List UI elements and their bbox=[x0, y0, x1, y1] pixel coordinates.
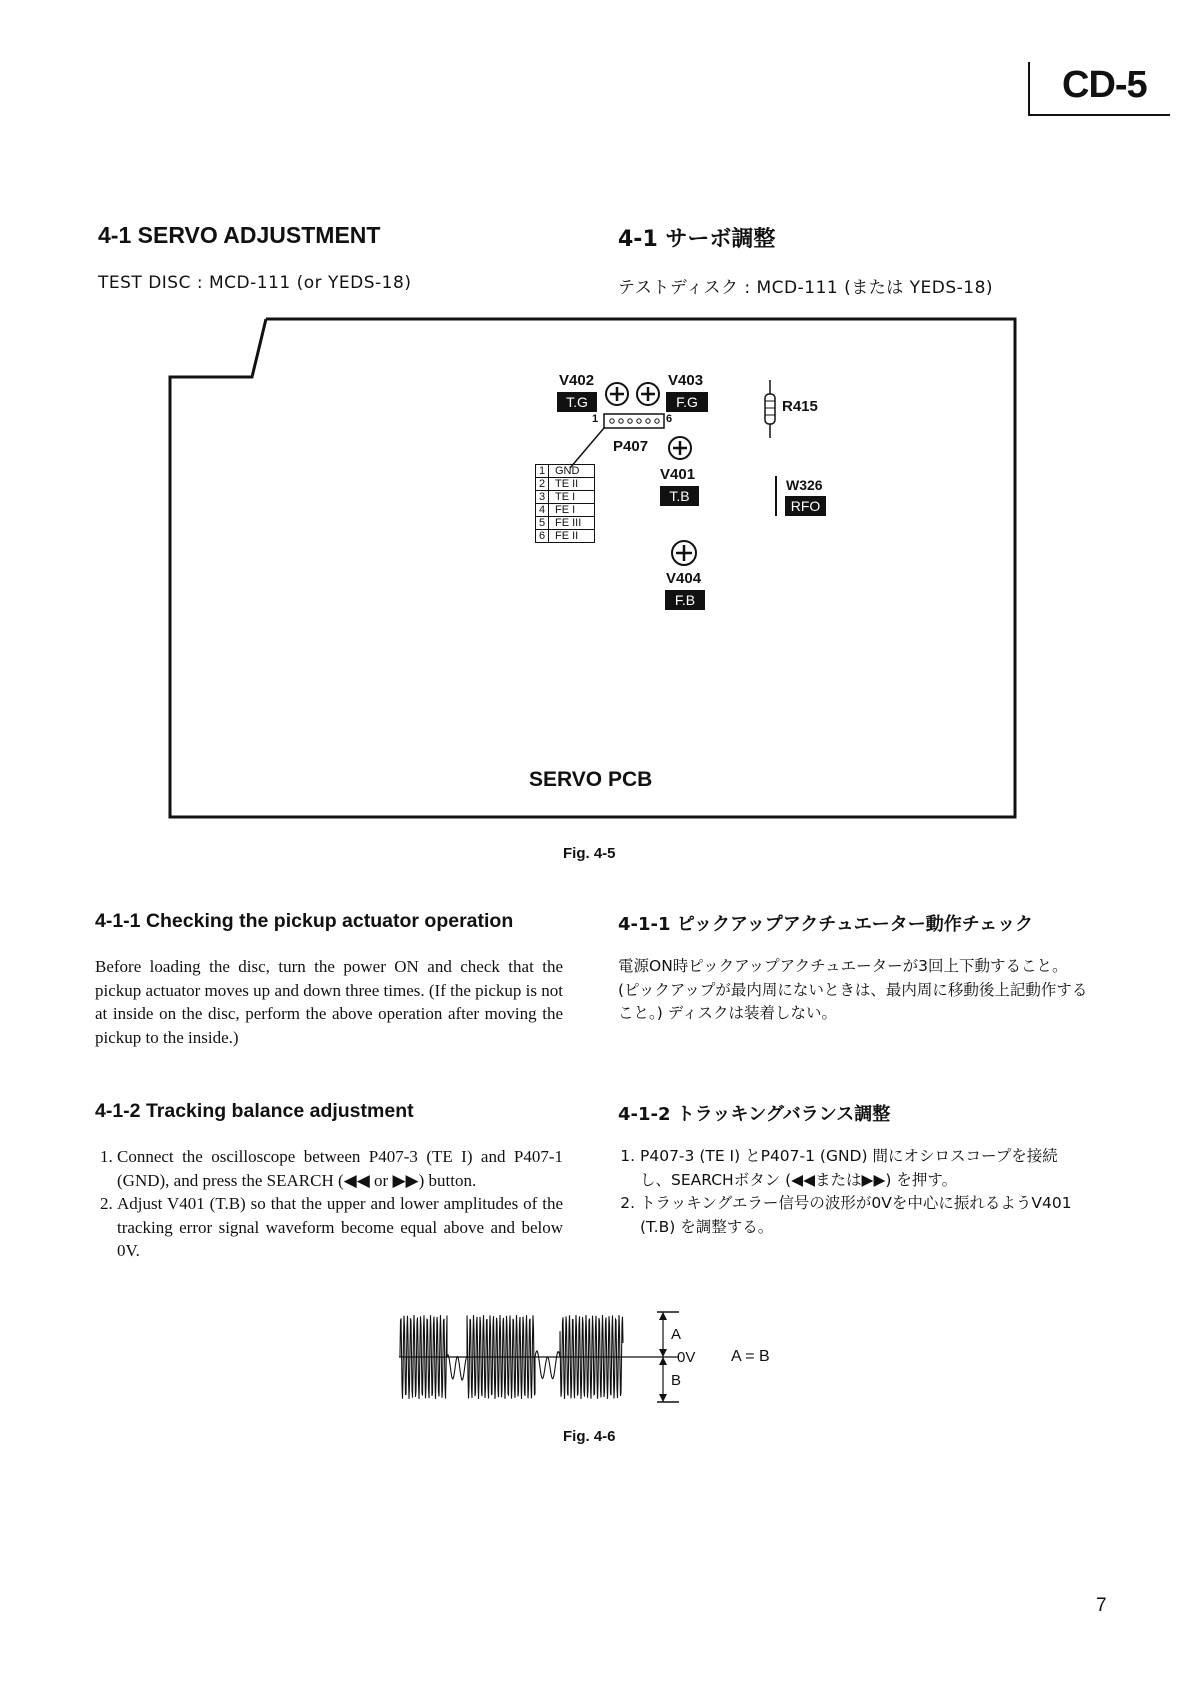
tag-w326: RFO bbox=[785, 496, 826, 516]
s412-step2-jp: 2. トラッキングエラー信号の波形が0Vを中心に振れるようV401 (T.B) を調整する。 bbox=[640, 1192, 1088, 1239]
pin-table bbox=[535, 464, 595, 543]
label-pin-last: 6 bbox=[666, 413, 673, 425]
arrow-down-icon bbox=[659, 1394, 667, 1402]
s412-steps-en bbox=[95, 1145, 563, 1263]
s412-step2-en: 2. Adjust V401 (T.B) so that the upper and lower amplitudes of the tracking error signal waveform become equal above and below 0V. bbox=[117, 1192, 563, 1263]
label-pin-first: 1 bbox=[592, 413, 599, 425]
s412-title-en: 4-1-2 Tracking balance adjustment bbox=[95, 1100, 414, 1122]
label-b: B bbox=[671, 1372, 682, 1389]
pin-num: 5 bbox=[536, 517, 549, 529]
model-label: CD-5 bbox=[1062, 64, 1147, 106]
pin-num: 2 bbox=[536, 478, 549, 490]
section-title-en: 4-1 SERVO ADJUSTMENT bbox=[98, 222, 381, 248]
label-v401: V401 bbox=[660, 466, 696, 483]
s411-title-jp: 4-1-1 ピックアップアクチュエーター動作チェック bbox=[618, 914, 1034, 935]
pin-name: TE II bbox=[555, 478, 579, 490]
pin-name: FE I bbox=[555, 504, 576, 516]
label-a: A bbox=[671, 1326, 682, 1343]
tag-v403: F.G bbox=[666, 392, 708, 412]
section-title-jp: 4-1 サーボ調整 bbox=[618, 227, 776, 252]
pin-row bbox=[536, 478, 594, 491]
pin-num: 3 bbox=[536, 491, 549, 503]
trimmer-v401-icon bbox=[669, 437, 691, 459]
pin-row bbox=[536, 465, 594, 478]
trimmer-v403-icon bbox=[637, 383, 659, 405]
s411-body-jp: 電源ON時ピックアップアクチュエーターが3回上下動すること。(ピックアップが最内周にないときは、最内周に移動後上記動作すること。) ディスクは装着しない。 bbox=[618, 957, 1088, 1022]
s411-title-en: 4-1-1 Checking the pickup actuator operation bbox=[95, 910, 514, 932]
s412-steps-jp bbox=[618, 1145, 1088, 1239]
pin-num: 6 bbox=[536, 530, 549, 542]
s412-step1-jp: 1. P407-3 (TE I) とP407-1 (GND) 間にオシロスコープを接続し、SEARCHボタン (◀◀または▶▶) を押す。 bbox=[640, 1145, 1088, 1192]
pin-num: 4 bbox=[536, 504, 549, 516]
test-disc-en: TEST DISC : MCD-111 (or YEDS-18) bbox=[98, 273, 412, 293]
label-v402: V402 bbox=[559, 372, 595, 389]
figure6-caption: Fig. 4-6 bbox=[563, 1428, 616, 1445]
label-r415: R415 bbox=[782, 398, 818, 415]
label-equation: A = B bbox=[731, 1348, 770, 1365]
arrow-mid-down-icon bbox=[659, 1349, 667, 1357]
s412-step1-en: 1. Connect the oscilloscope between P407-3 (TE I) and P407-1 (GND), and press the SEARCH (◀◀ or ▶▶) button. bbox=[117, 1145, 563, 1192]
trimmer-v402-icon bbox=[606, 383, 628, 405]
pin-name: TE I bbox=[555, 491, 576, 503]
arrow-mid-up-icon bbox=[659, 1357, 667, 1365]
test-disc-jp: テストディスク : MCD-111 (または YEDS-18) bbox=[618, 278, 994, 298]
pin-leader-line bbox=[570, 428, 604, 468]
label-v403: V403 bbox=[668, 372, 704, 389]
arrow-up-icon bbox=[659, 1312, 667, 1320]
tag-v402: T.G bbox=[557, 392, 597, 412]
tag-v401: T.B bbox=[660, 486, 699, 506]
board-label: SERVO PCB bbox=[529, 768, 653, 791]
page-number: 7 bbox=[1096, 1595, 1107, 1616]
tag-v404: F.B bbox=[665, 590, 705, 610]
pin-row bbox=[536, 530, 594, 542]
figure5-caption: Fig. 4-5 bbox=[563, 845, 616, 862]
pin-name: FE III bbox=[555, 517, 582, 529]
trimmer-v404-icon bbox=[672, 541, 696, 565]
tracking-waveform-figure bbox=[395, 1300, 685, 1410]
pin-row bbox=[536, 517, 594, 530]
s412-title-jp: 4-1-2 トラッキングバランス調整 bbox=[618, 1104, 891, 1125]
pin-row bbox=[536, 491, 594, 504]
label-w326: W326 bbox=[786, 477, 823, 493]
pin-num: 1 bbox=[536, 465, 549, 477]
label-0v: 0V bbox=[677, 1349, 696, 1366]
pin-name: GND bbox=[555, 465, 580, 477]
pin-name: FE II bbox=[555, 530, 579, 542]
pin-row bbox=[536, 504, 594, 517]
resistor-r415-icon bbox=[765, 380, 775, 438]
label-v404: V404 bbox=[666, 570, 702, 587]
label-p407: P407 bbox=[613, 438, 649, 455]
s411-body-en: Before loading the disc, turn the power ON and check that the pickup actuator moves up and down three times. (If the pickup is not at inside on the disc, perform the above operation after moving the pickup to the inside.) bbox=[95, 957, 563, 1047]
